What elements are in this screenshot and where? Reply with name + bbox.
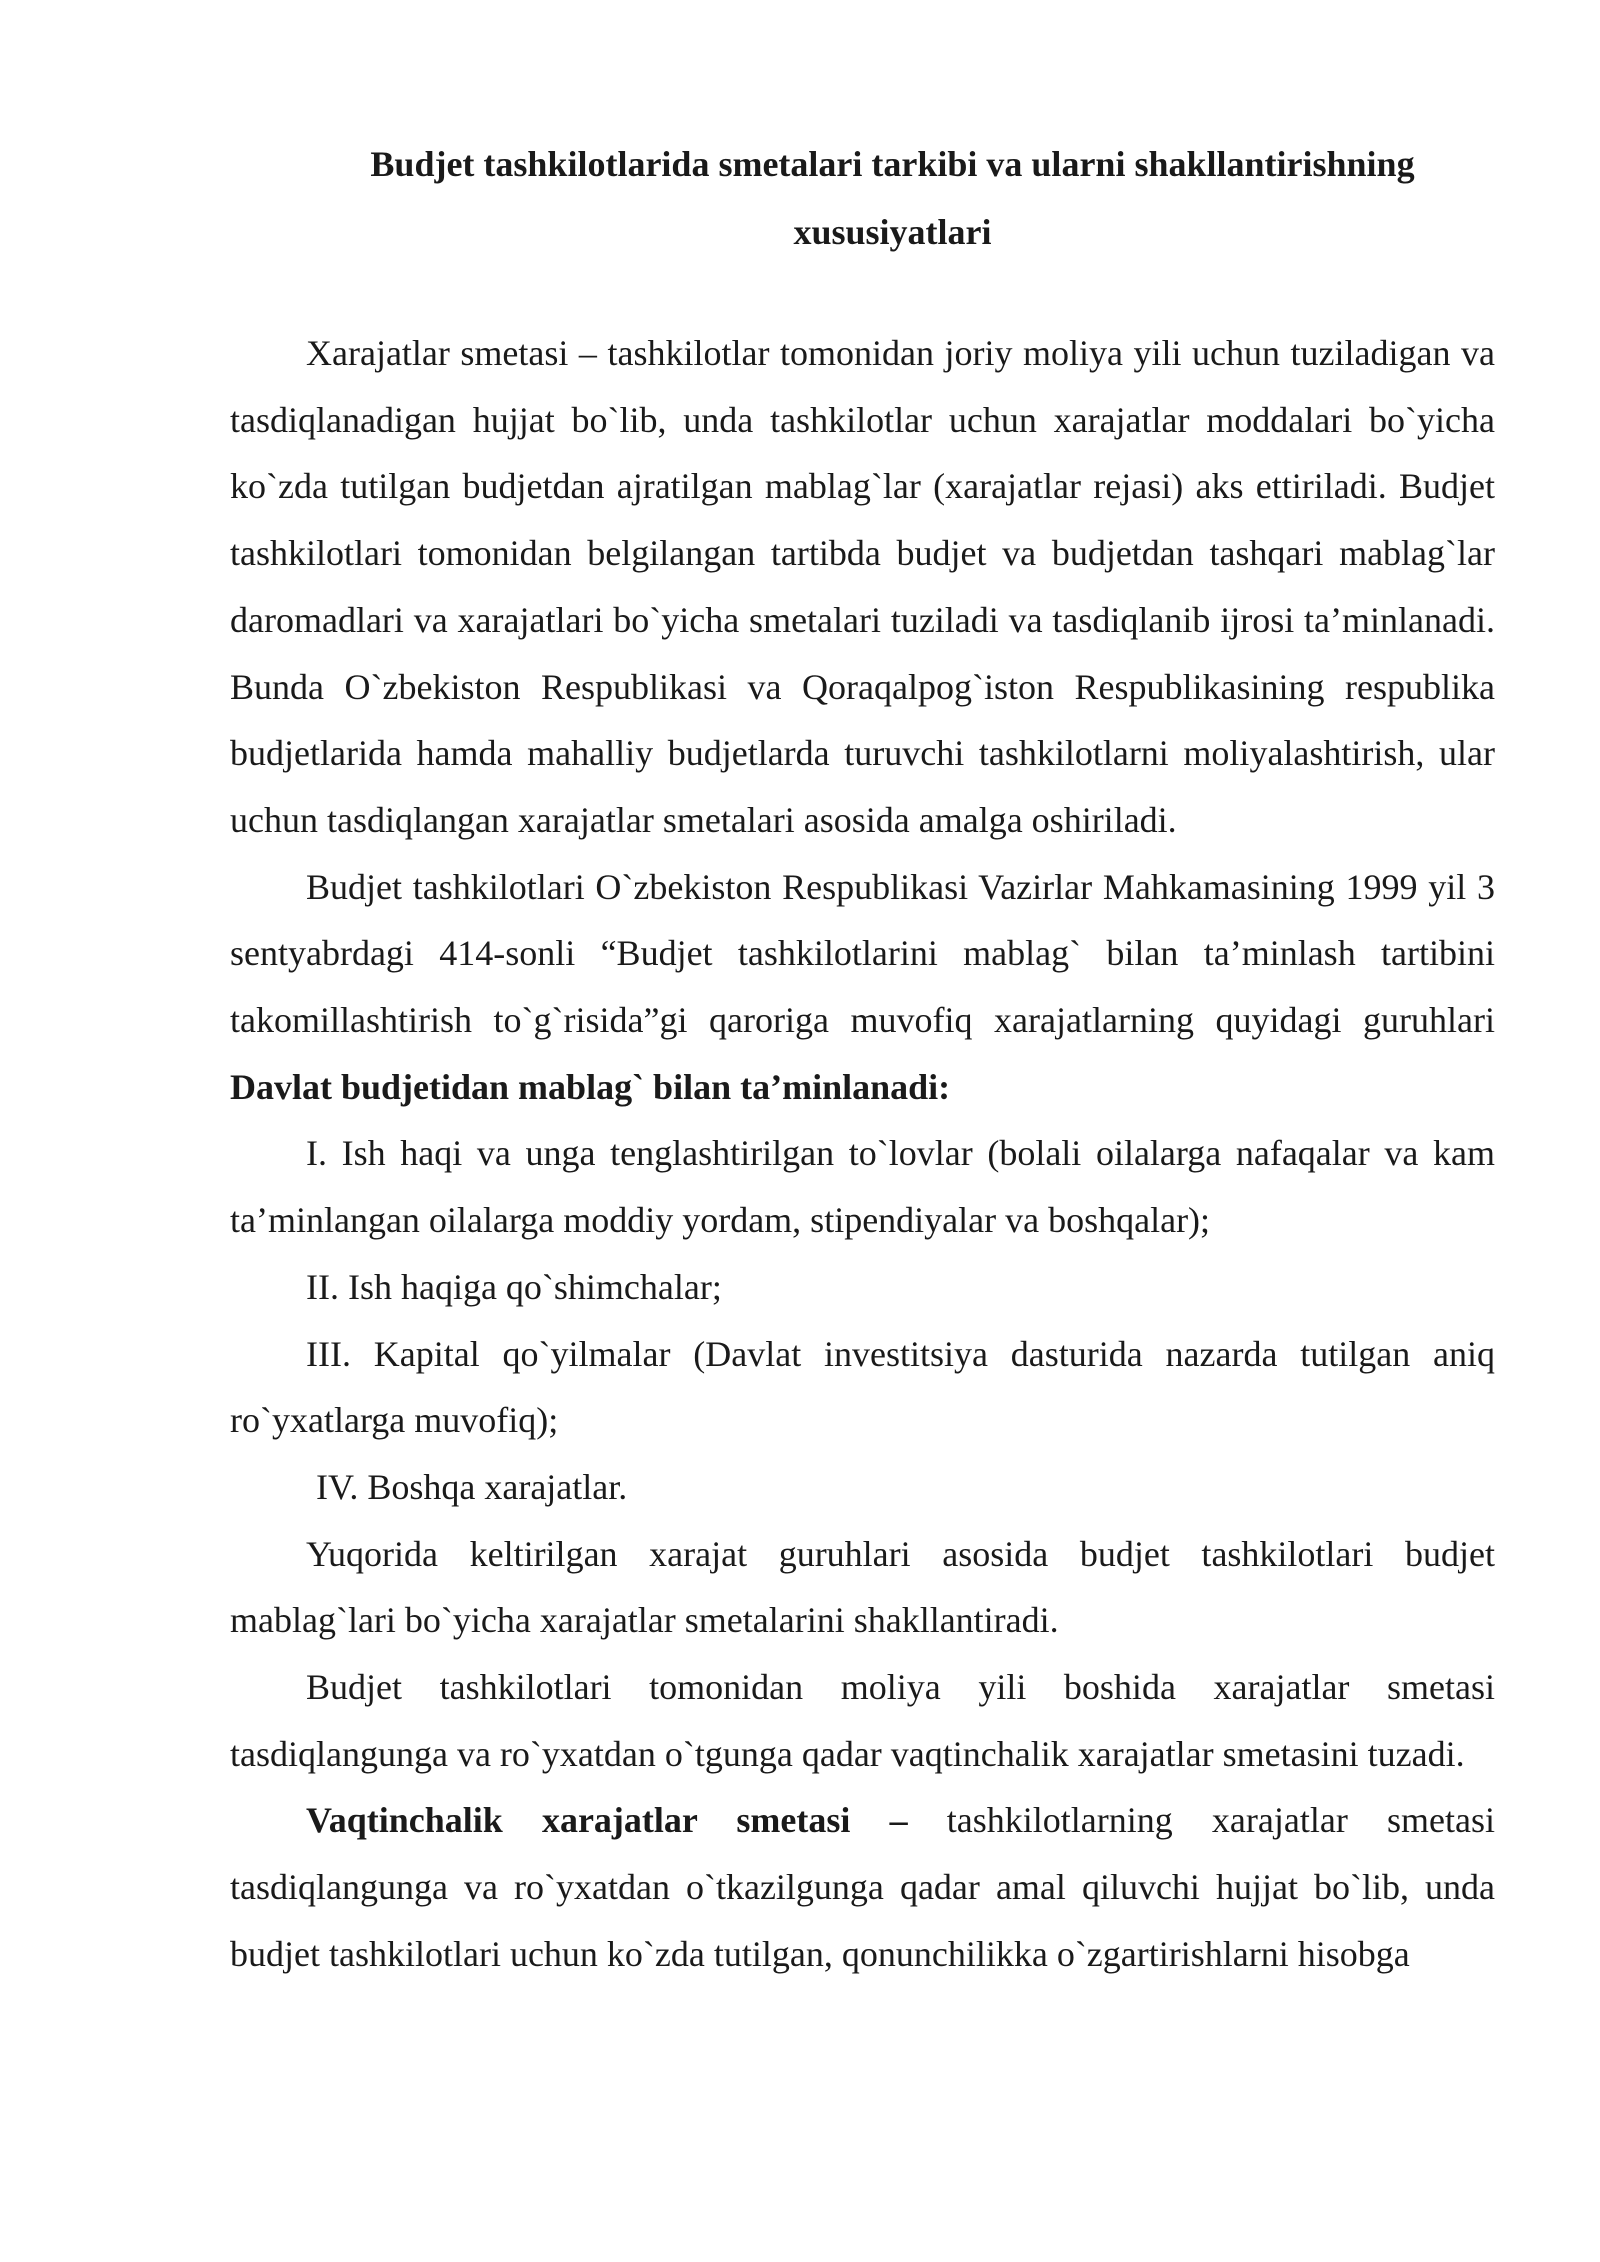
paragraph-temporary-estimate-definition xyxy=(230,1787,1495,1987)
document-page xyxy=(230,130,1495,1988)
list-item-other-expenses: IV. Boshqa xarajatlar. xyxy=(316,1466,628,1507)
paragraph-temporary-estimate-text: tashkilotlarning xarajatlar smetasi tasdiqlangunga va ro`yxatdan o`tkazilgunga qadar amal qiluvchi hujjat bo`lib, unda budjet tashkilotlari uchun ko`zda tutilgan, qonunchilikka o`zgartirishlarni hisobga xyxy=(230,1800,1495,1974)
list-item-capital-investments: III. Kapital qo`yilmalar (Davlat investitsiya dasturida nazarda tutilgan aniq ro`yxatlarga muvofiq); xyxy=(230,1333,1495,1441)
document-body xyxy=(230,320,1495,1988)
paragraph-temporary-estimate-intro: Budjet tashkilotlari tomonidan moliya yili boshida xarajatlar smetasi tasdiqlangunga va ro`yxatdan o`tgunga qadar vaqtinchalik xarajatlar smetasini tuzadi. xyxy=(230,1667,1495,1774)
list-item-wage-supplements: II. Ish haqiga qo`shimchalar; xyxy=(306,1266,722,1307)
paragraph-expense-estimate-definition: Xarajatlar smetasi – tashkilotlar tomonidan joriy moliya yili uchun tuziladigan va tasdiqlanadigan hujjat bo`lib, unda tashkilotlar uchun xarajatlar moddalari bo`yicha ko`zda tutilgan budjetdan ajratilgan mablag`lar (xarajatlar rejasi) aks ettiriladi. Budjet tashkilotlari tomonidan belgilangan tartibda budjet va budjetdan tashqari mablag`lar daromadlari va xarajatlari bo`yicha smetalari tuziladi va tasdiqlanib ijrosi ta’minlanadi. Bunda O`zbekiston Respublikasi va Qoraqalpog`iston Respublikasining respublika budjetlarida hamda mahalliy budjetlarda turuvchi tashkilotlarni moliyalashtirish, ular uchun tasdiqlangan xarajatlar smetalari asosida amalga oshiriladi. xyxy=(230,333,1495,840)
paragraph-groups-summary: Yuqorida keltirilgan xarajat guruhlari asosida budjet tashkilotlari budjet mablag`lari bo`yicha xarajatlar smetalarini shakllantiradi. xyxy=(230,1533,1495,1641)
paragraph-resolution-text: Budjet tashkilotlari O`zbekiston Respublikasi Vazirlar Mahkamasining 1999 yil 3 sentyabrdagi 414-sonli “Budjet tashkilotlarini mablag` bilan ta’minlash tartibini takomillashtirish to`g`risida”gi qaroriga muvofiq xarajatlarning quyidagi guruhlari xyxy=(230,866,1495,1041)
paragraph-resolution-bold: Davlat budjetidan mablag` bilan ta’minlanadi: xyxy=(230,1066,951,1107)
list-item-wages: I. Ish haqi va unga tenglashtirilgan to`lovlar (bolali oilalarga nafaqalar va kam ta’minlangan oilalarga moddiy yordam, stipendiyalar va boshqalar); xyxy=(230,1133,1495,1241)
paragraph-temporary-estimate-term: Vaqtinchalik xarajatlar smetasi – xyxy=(306,1800,908,1841)
document-title: Budjet tashkilotlarida smetalari tarkibi va ularni shakllantirishning xususiyatlari xyxy=(370,144,1415,252)
paragraph-resolution-reference xyxy=(230,854,1495,1121)
